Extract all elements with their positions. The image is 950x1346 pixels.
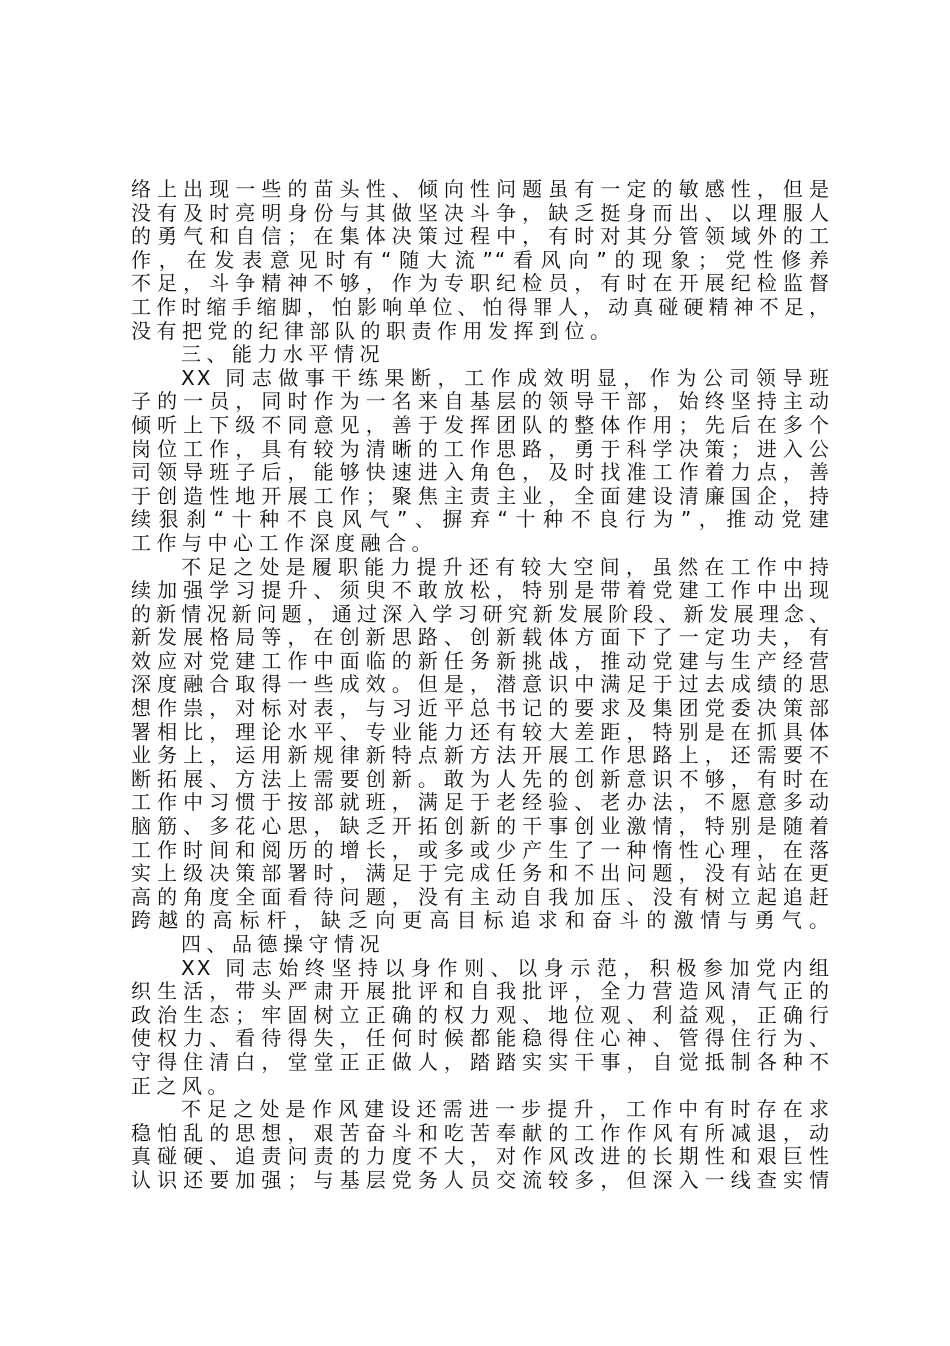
text-line: 的新情况新问题，通过深入学习研究新发展阶段、新发展理念、 xyxy=(131,601,831,626)
text-line: 深度融合取得一些成效。但是，潜意识中满足于过去成绩的思 xyxy=(131,672,831,697)
text-line: 想作祟，对标对表，与习近平总书记的要求及集团党委决策部 xyxy=(131,696,831,721)
text-line: 续狠刹“十种不良风气”、摒弃“十种不良行为”，推动党建 xyxy=(131,507,831,532)
text-line: 司领导班子后，能够快速进入角色，及时找准工作着力点，善 xyxy=(131,460,831,485)
text-line: 工作时缩手缩脚，怕影响单位、怕得罪人，动真碰硬精神不足， xyxy=(131,294,831,319)
text-line: 工作中习惯于按部就班，满足于老经验、老办法，不愿意多动 xyxy=(131,790,831,815)
text-line: 织生活，带头严肃开展批评和自我批评，全力营造风清气正的 xyxy=(131,979,831,1004)
text-line: 脑筋、多花心思，缺乏开拓创新的干事创业激情，特别是随着 xyxy=(131,814,831,839)
text-line: 稳怕乱的思想，艰苦奋斗和吃苦奉献的工作作风有所减退，动 xyxy=(131,1120,831,1145)
text-line: 岗位工作，具有较为清晰的工作思路，勇于科学决策；进入公 xyxy=(131,436,831,461)
text-line: 于创造性地开展工作；聚焦主责主业，全面建设清廉国企，持 xyxy=(131,483,831,508)
text-line: 业务上，运用新规律新特点新方法开展工作思路上，还需要不 xyxy=(131,743,831,768)
text-line: 的勇气和自信；在集体决策过程中，有时对其分管领域外的工 xyxy=(131,224,831,249)
text-line: 不足之处是作风建设还需进一步提升，工作中有时存在求 xyxy=(181,1097,831,1122)
text-line: 跨越的高标杆，缺乏向更高目标追求和奋斗的激情与勇气。 xyxy=(131,908,831,933)
document-body xyxy=(131,178,831,1193)
text-line: 倾听上下级不同意见，善于发挥团队的整体作用；先后在多个 xyxy=(131,412,831,437)
text-line: 子的一员，同时作为一名来自基层的领导干部，始终坚持主动 xyxy=(131,389,831,414)
text-line: 认识还要加强；与基层党务人员交流较多，但深入一线查实情 xyxy=(131,1167,831,1192)
text-line: 工作时间和阅历的增长，或多或少产生了一种惰性心理，在落 xyxy=(131,837,831,862)
text-line: 没有及时亮明身份与其做坚决斗争，缺乏挺身而出、以理服人 xyxy=(131,200,831,225)
text-line: 续加强学习提升、须臾不敢放松，特别是带着党建工作中出现 xyxy=(131,578,831,603)
text-line: 使权力、看待得失，任何时候都能稳得住心神、管得住行为、 xyxy=(131,1026,831,1051)
text-line: 不足之处是履职能力提升还有较大空间，虽然在工作中持 xyxy=(181,554,831,579)
text-line: 守得住清白，堂堂正正做人，踏踏实实干事，自觉抵制各种不 xyxy=(131,1049,831,1074)
text-line: 断拓展、方法上需要创新。敢为人先的创新意识不够，有时在 xyxy=(131,766,831,791)
section-heading: 四、品德操守情况 xyxy=(181,932,385,956)
text-line: XX 同志始终坚持以身作则、以身示范，积极参加党内组 xyxy=(181,955,831,980)
text-line: 实上级决策部署时，满足于完成任务和不出问题，没有站在更 xyxy=(131,861,831,886)
text-line: 络上出现一些的苗头性、倾向性问题虽有一定的敏感性，但是 xyxy=(131,177,831,201)
text-line: 正之风。 xyxy=(131,1073,233,1098)
text-line: 作，在发表意见时有“随大流”“看风向”的现象；党性修养 xyxy=(131,247,831,272)
text-line: 不足，斗争精神不够，作为专职纪检员，有时在开展纪检监督 xyxy=(131,271,831,296)
text-line: 署相比，理论水平、专业能力还有较大差距，特别是在抓具体 xyxy=(131,719,831,744)
text-line: 效应对党建工作中面临的新任务新挑战，推动党建与生产经营 xyxy=(131,648,831,673)
section-heading: 三、能力水平情况 xyxy=(181,342,385,367)
text-line: 高的角度全面看待问题，没有主动自我加压、没有树立起追赶 xyxy=(131,884,831,909)
text-line: 没有把党的纪律部队的职责作用发挥到位。 xyxy=(131,318,616,343)
text-line: XX 同志做事干练果断，工作成效明显，作为公司领导班 xyxy=(181,365,831,390)
text-line: 新发展格局等，在创新思路、创新载体方面下了一定功夫，有 xyxy=(131,625,831,650)
text-line: 政治生态；牢固树立正确的权力观、地位观、利益观，正确行 xyxy=(131,1002,831,1027)
text-line: 工作与中心工作深度融合。 xyxy=(131,530,437,555)
text-line: 真碰硬、追责问责的力度不大，对作风改进的长期性和艰巨性 xyxy=(131,1144,831,1169)
